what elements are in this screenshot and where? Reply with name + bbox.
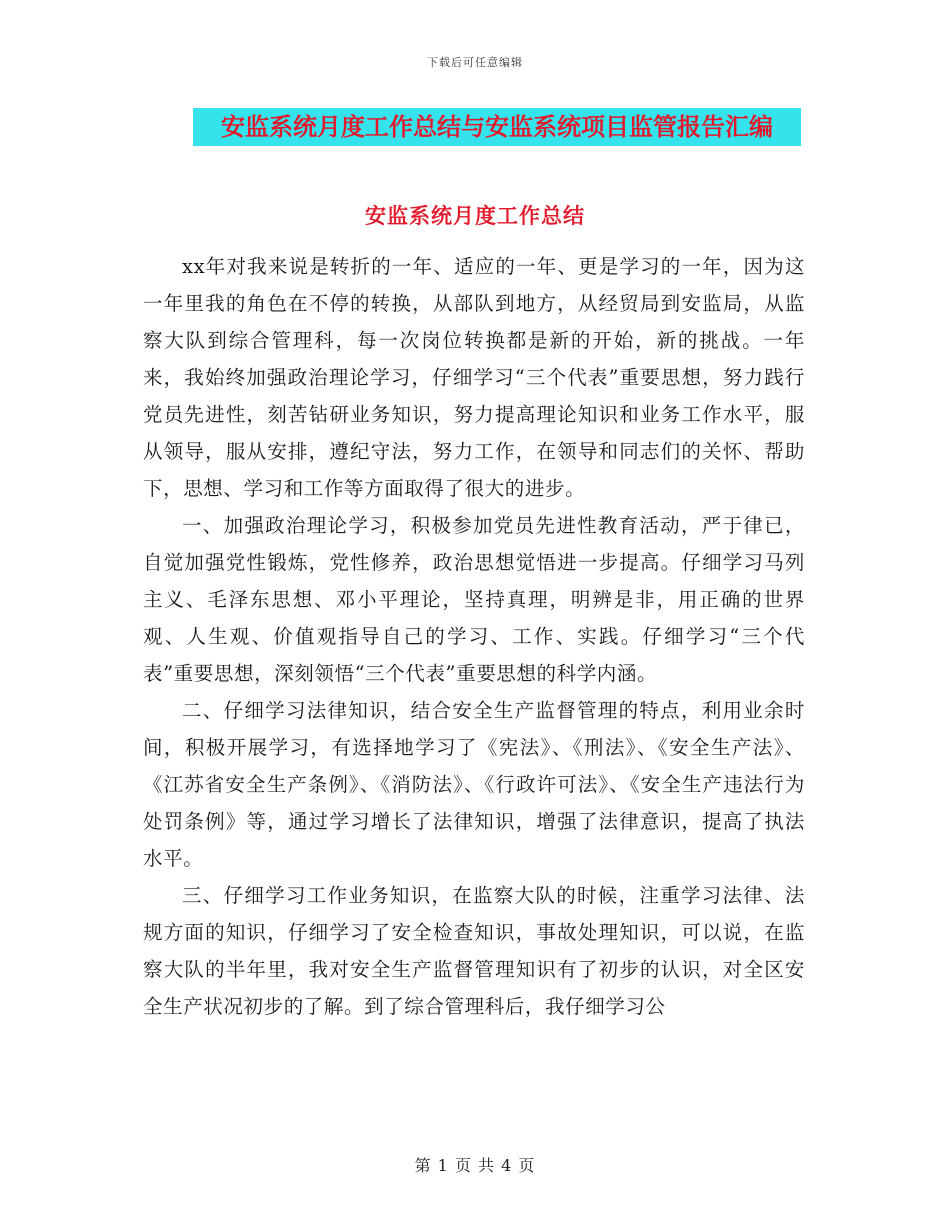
- paragraph-intro: xx年对我来说是转折的一年、适应的一年、更是学习的一年，因为这一年里我的角色在不停的转换，从部队到地方，从经贸局到安监局，从监察大队到综合管理科，每一次岗位转换都是新的开始，新的挑战。一年来，我始终加强政治理论学习，仔细学习“三个代表”重要思想，努力践行党员先进性，刻苦钻研业务知识，努力提高理论知识和业务工作水平，服从领导，服从安排，遵纪守法，努力工作，在领导和同志们的关怀、帮助下，思想、学习和工作等方面取得了很大的进步。: [143, 255, 805, 500]
- page-header-note: 下载后可任意编辑: [427, 56, 523, 69]
- main-title-highlight: [193, 108, 801, 146]
- document-body: [143, 248, 805, 1025]
- section-title: 安监系统月度工作总结: [365, 203, 585, 228]
- paragraph-section-2: 二、仔细学习法律知识，结合安全生产监督管理的特点，利用业余时间，积极开展学习，有选择地学习了《宪法》、《刑法》、《安全生产法》、《江苏省安全生产条例》、《消防法》、《行政许可法》、《安全生产违法行为处罚条例》等，通过学习增长了法律知识，增强了法律意识，提高了执法水平。: [143, 699, 805, 870]
- document-main-title: 安监系统月度工作总结与安监系统项目监管报告汇编: [221, 112, 773, 141]
- page-number-footer: 第 1 页 共 4 页: [414, 1156, 536, 1175]
- paragraph-section-1: 一、加强政治理论学习，积极参加党员先进性教育活动，严于律已，自觉加强党性锻炼，党性修养，政治思想觉悟进一步提高。仔细学习马列主义、毛泽东思想、邓小平理论，坚持真理，明辨是非，用正确的世界观、人生观、价值观指导自己的学习、工作、实践。仔细学习“三个代表”重要思想，深刻领悟“三个代表”重要思想的科学内涵。: [143, 514, 805, 685]
- paragraph-section-3: 三、仔细学习工作业务知识，在监察大队的时候，注重学习法律、法规方面的知识，仔细学习了安全检查知识，事故处理知识，可以说，在监察大队的半年里，我对安全生产监督管理知识有了初步的认识，对全区安全生产状况初步的了解。到了综合管理科后，我仔细学习公: [143, 884, 805, 1018]
